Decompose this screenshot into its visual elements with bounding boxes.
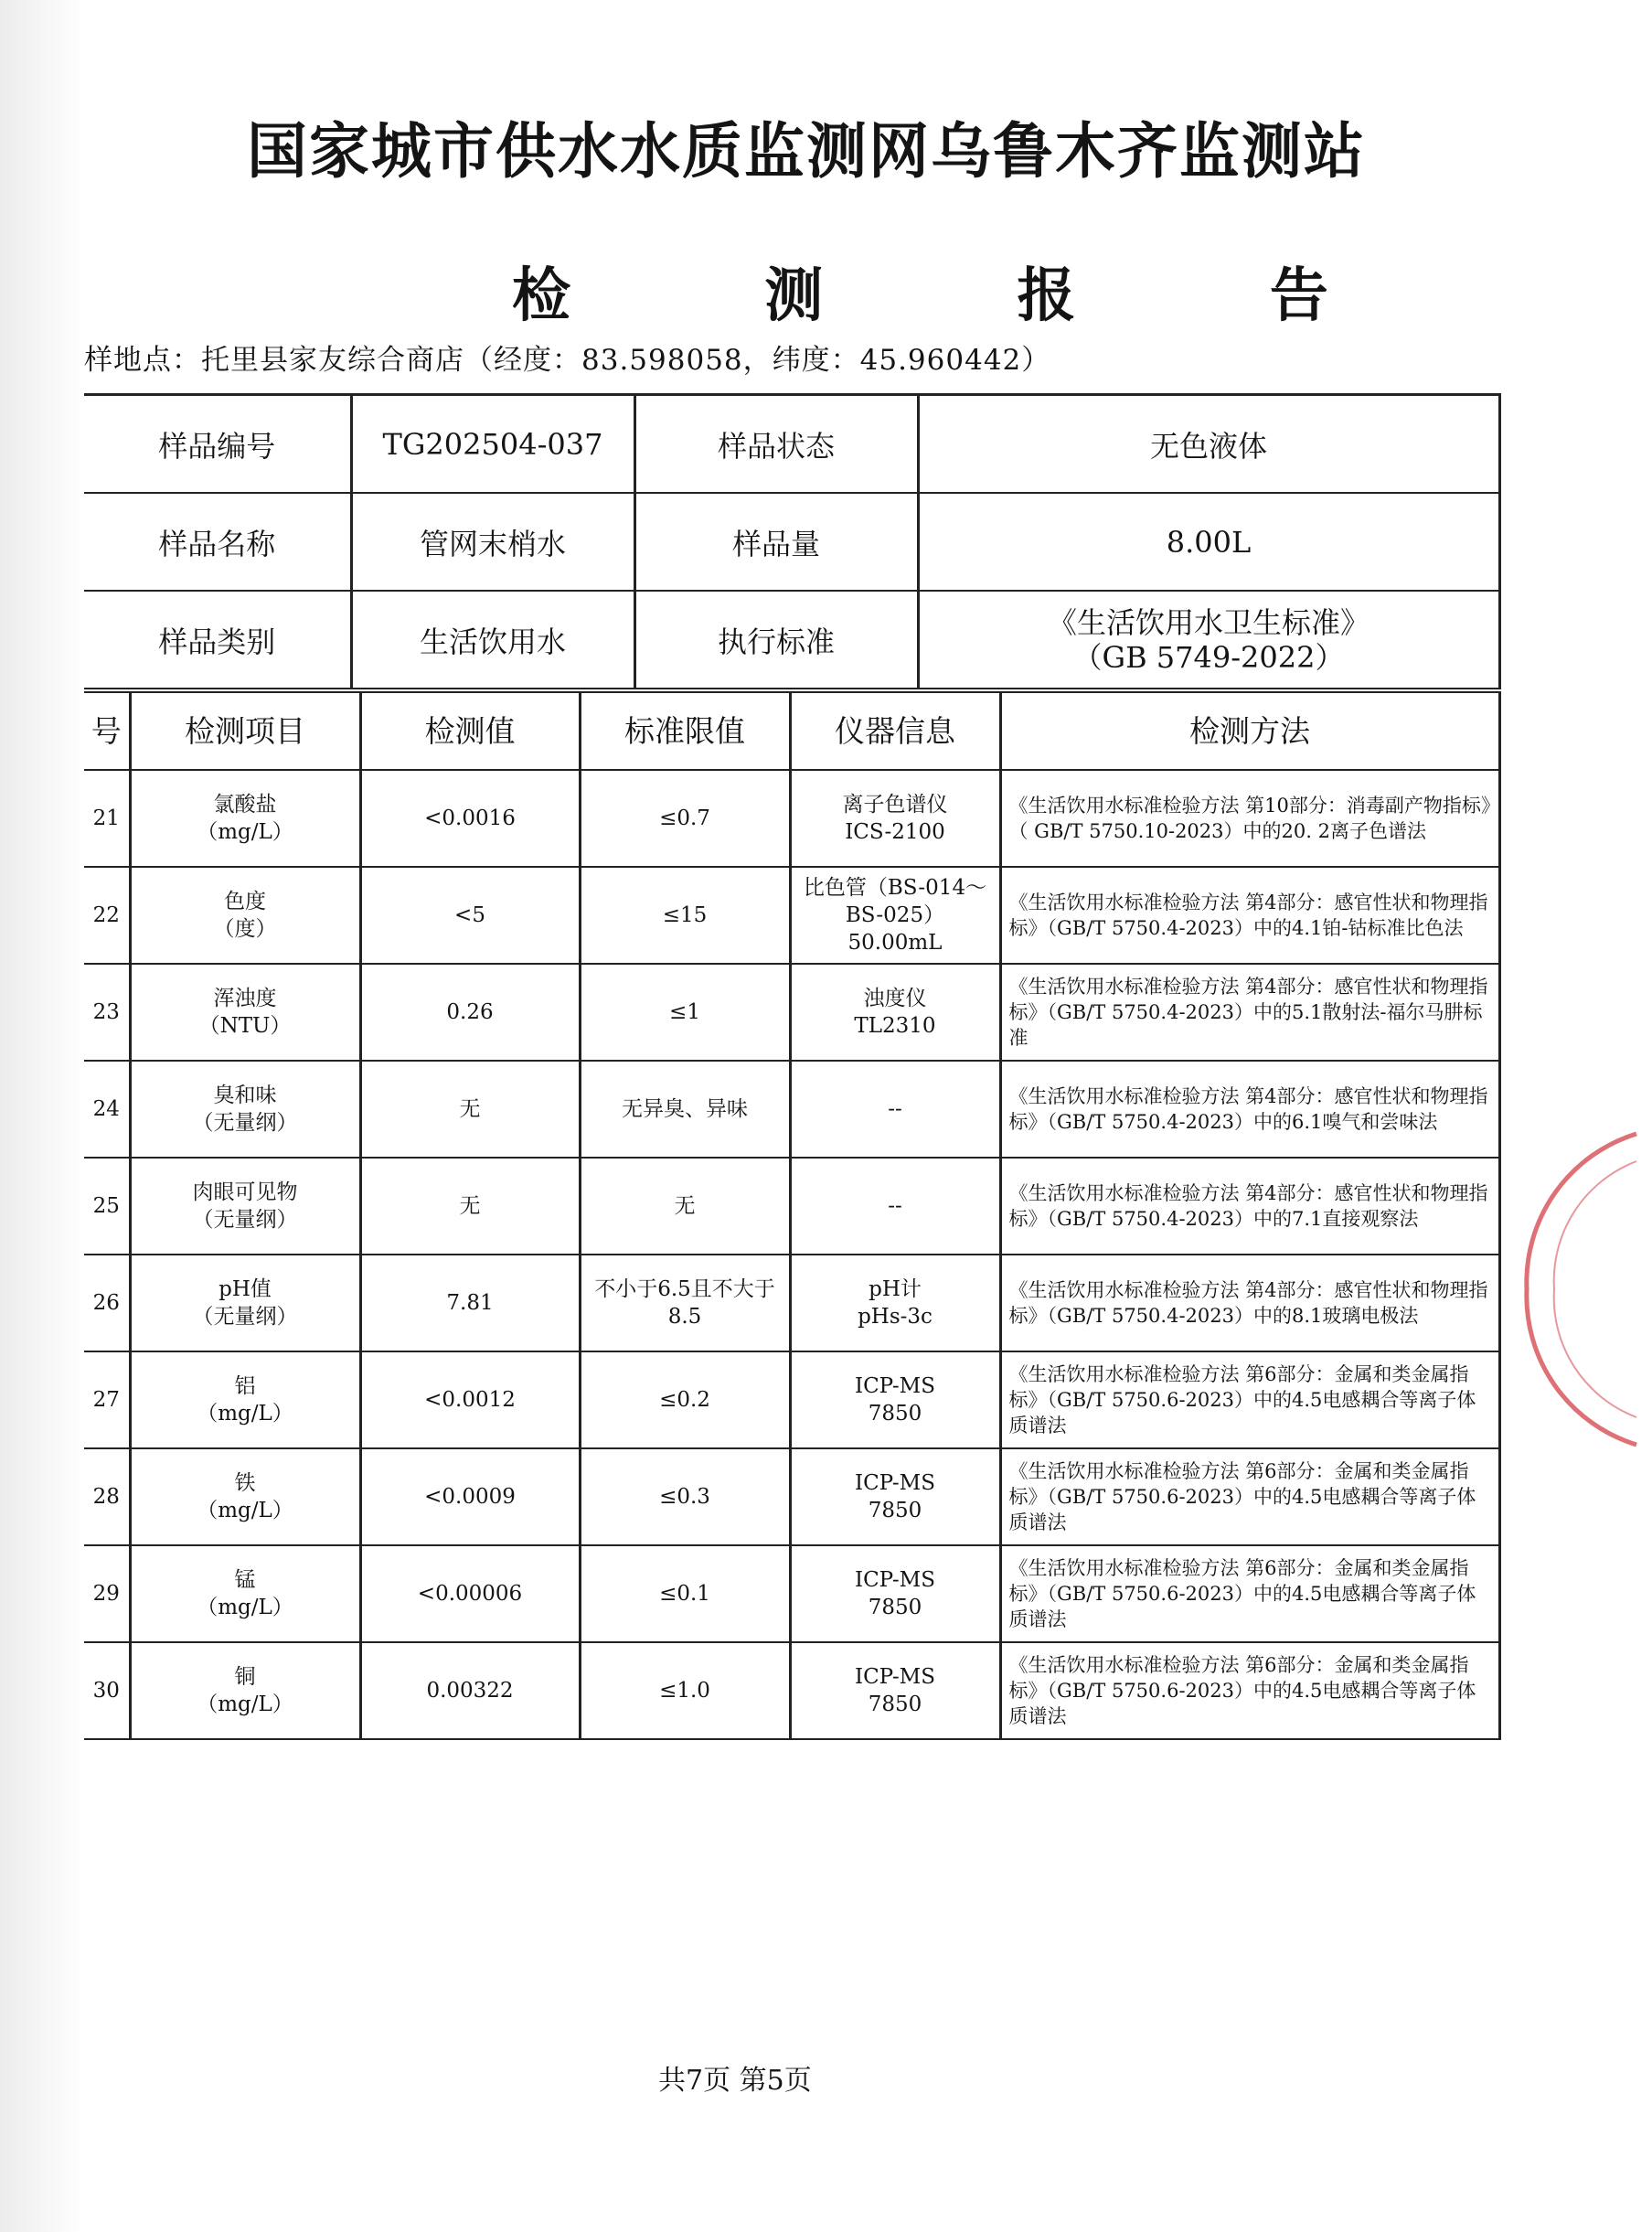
result-instrument: 比色管（BS-014～ BS-025） 50.00mL <box>790 867 1000 964</box>
result-value: <0.0009 <box>360 1448 580 1545</box>
result-row <box>84 1158 1499 1255</box>
result-no: 24 <box>84 1061 130 1158</box>
result-item: 色度 （度） <box>130 867 360 964</box>
result-value: <0.0016 <box>360 770 580 867</box>
result-method <box>1000 770 1499 867</box>
result-item: 铁 （mg/L） <box>130 1448 360 1545</box>
results-header-row <box>84 692 1499 770</box>
col-header-instrument: 仪器信息 <box>790 692 1000 770</box>
result-limit: ≤15 <box>580 867 790 964</box>
result-no: 26 <box>84 1255 130 1351</box>
result-method <box>1000 1351 1499 1448</box>
result-no: 25 <box>84 1158 130 1255</box>
col-header-item: 检测项目 <box>130 692 360 770</box>
result-instrument: pH计 pHs-3c <box>790 1255 1000 1351</box>
result-instrument: ICP-MS 7850 <box>790 1545 1000 1642</box>
result-method-text: 《生活饮用水标准检验方法 第4部分：感官性状和物理指标》（GB/T 5750.4-2023）中的5.1散射法-福尔马肼标准 <box>1008 976 1488 1049</box>
result-value: 0.00322 <box>360 1642 580 1739</box>
result-method <box>1000 1545 1499 1642</box>
result-row <box>84 867 1499 964</box>
result-method <box>1000 1255 1499 1351</box>
result-value: 7.81 <box>360 1255 580 1351</box>
result-limit: 无异臭、异味 <box>580 1061 790 1158</box>
result-instrument: -- <box>790 1158 1000 1255</box>
result-instrument: ICP-MS 7850 <box>790 1448 1000 1545</box>
result-no: 21 <box>84 770 130 867</box>
result-item: 臭和味 （无量纲） <box>130 1061 360 1158</box>
result-instrument: ICP-MS 7850 <box>790 1351 1000 1448</box>
sample-info-row <box>84 493 1499 591</box>
sample-info-value: 无色液体 <box>918 395 1499 494</box>
result-row <box>84 1061 1499 1158</box>
result-row <box>84 1255 1499 1351</box>
result-item: 锰 （mg/L） <box>130 1545 360 1642</box>
result-no: 29 <box>84 1545 130 1642</box>
result-method <box>1000 964 1499 1061</box>
result-limit: ≤0.1 <box>580 1545 790 1642</box>
sample-info-label: 样品名称 <box>84 493 351 591</box>
report-title: 检 测 报 告 <box>512 262 1415 330</box>
result-item: 浑浊度 （NTU） <box>130 964 360 1061</box>
result-item: pH值 （无量纲） <box>130 1255 360 1351</box>
result-limit: 无 <box>580 1158 790 1255</box>
result-row <box>84 964 1499 1061</box>
result-method <box>1000 1061 1499 1158</box>
result-row <box>84 1351 1499 1448</box>
col-header-no: 号 <box>84 692 130 770</box>
result-row <box>84 770 1499 867</box>
result-method-text: 《生活饮用水标准检验方法 第4部分：感官性状和物理指标》（GB/T 5750.4-2023）中的4.1铂-钴标准比色法 <box>1008 892 1488 939</box>
result-item: 铝 （mg/L） <box>130 1351 360 1448</box>
sample-info-value: 管网末梢水 <box>351 493 634 591</box>
result-instrument: ICP-MS 7850 <box>790 1642 1000 1739</box>
result-no: 28 <box>84 1448 130 1545</box>
result-item: 铜 （mg/L） <box>130 1642 360 1739</box>
result-value: 0.26 <box>360 964 580 1061</box>
result-method-text: 《生活饮用水标准检验方法 第6部分：金属和类金属指标》（GB/T 5750.6-2023）中的4.5电感耦合等离子体质谱法 <box>1008 1654 1476 1727</box>
result-item: 氯酸盐 （mg/L） <box>130 770 360 867</box>
result-no: 27 <box>84 1351 130 1448</box>
result-limit: ≤1 <box>580 964 790 1061</box>
sample-info-value: 8.00L <box>918 493 1499 591</box>
sample-info-label: 样品编号 <box>84 395 351 494</box>
result-method-text: 《生活饮用水标准检验方法 第4部分：感官性状和物理指标》（GB/T 5750.4-2023）中的6.1嗅气和尝味法 <box>1008 1085 1488 1133</box>
sample-info-label: 样品类别 <box>84 591 351 689</box>
result-limit: ≤0.3 <box>580 1448 790 1545</box>
result-value: 无 <box>360 1158 580 1255</box>
result-method-text: 《生活饮用水标准检验方法 第4部分：感官性状和物理指标》（GB/T 5750.4-2023）中的8.1玻璃电极法 <box>1008 1279 1488 1327</box>
result-method <box>1000 867 1499 964</box>
page-number: 共7页 第5页 <box>658 2065 812 2097</box>
scan-edge-shadow <box>0 0 84 2232</box>
result-no: 22 <box>84 867 130 964</box>
result-row <box>84 1448 1499 1545</box>
result-row <box>84 1642 1499 1739</box>
result-limit: ≤0.2 <box>580 1351 790 1448</box>
result-method <box>1000 1158 1499 1255</box>
result-no: 23 <box>84 964 130 1061</box>
sampling-location: 样地点：托里县家友综合商店（经度：83.598058，纬度：45.960442） <box>84 344 1051 377</box>
result-value: 无 <box>360 1061 580 1158</box>
result-method <box>1000 1448 1499 1545</box>
sample-info-label: 执行标准 <box>634 591 918 689</box>
sample-info-label: 样品状态 <box>634 395 918 494</box>
sample-info-value: 《生活饮用水卫生标准》 （GB 5749-2022） <box>918 591 1499 689</box>
result-limit: 不小于6.5且不大于 8.5 <box>580 1255 790 1351</box>
sample-info-row <box>84 591 1499 689</box>
official-seal-stamp <box>1499 1125 1646 1454</box>
result-value: <0.0012 <box>360 1351 580 1448</box>
result-method-text: 《生活饮用水标准检验方法 第6部分：金属和类金属指标》（GB/T 5750.6-2023）中的4.5电感耦合等离子体质谱法 <box>1008 1363 1476 1436</box>
col-header-value: 检测值 <box>360 692 580 770</box>
result-method-text: 《生活饮用水标准检验方法 第6部分：金属和类金属指标》（GB/T 5750.6-2023）中的4.5电感耦合等离子体质谱法 <box>1008 1460 1476 1533</box>
result-method-text: 《生活饮用水标准检验方法 第6部分：金属和类金属指标》（GB/T 5750.6-2023）中的4.5电感耦合等离子体质谱法 <box>1008 1557 1476 1630</box>
result-instrument: 离子色谱仪 ICS-2100 <box>790 770 1000 867</box>
sample-info-label: 样品量 <box>634 493 918 591</box>
result-method <box>1000 1642 1499 1739</box>
result-limit: ≤0.7 <box>580 770 790 867</box>
sample-info-value: 生活饮用水 <box>351 591 634 689</box>
organization-title: 国家城市供水水质监测网乌鲁木齐监测站 <box>247 116 1366 187</box>
test-results-table <box>84 691 1501 1740</box>
result-no: 30 <box>84 1642 130 1739</box>
col-header-limit: 标准限值 <box>580 692 790 770</box>
sample-info-table <box>84 393 1501 689</box>
result-instrument: 浊度仪 TL2310 <box>790 964 1000 1061</box>
sample-info-row <box>84 395 1499 494</box>
result-method-text: 《生活饮用水标准检验方法 第10部分：消毒副产物指标》（ GB/T 5750.10-2023）中的20. 2离子色谱法 <box>1008 795 1491 842</box>
result-instrument: -- <box>790 1061 1000 1158</box>
result-row <box>84 1545 1499 1642</box>
result-limit: ≤1.0 <box>580 1642 790 1739</box>
result-method-text: 《生活饮用水标准检验方法 第4部分：感官性状和物理指标》（GB/T 5750.4-2023）中的7.1直接观察法 <box>1008 1182 1488 1230</box>
result-value: <5 <box>360 867 580 964</box>
result-value: <0.00006 <box>360 1545 580 1642</box>
sample-info-value: TG202504-037 <box>351 395 634 494</box>
result-item: 肉眼可见物 （无量纲） <box>130 1158 360 1255</box>
col-header-method: 检测方法 <box>1000 692 1499 770</box>
